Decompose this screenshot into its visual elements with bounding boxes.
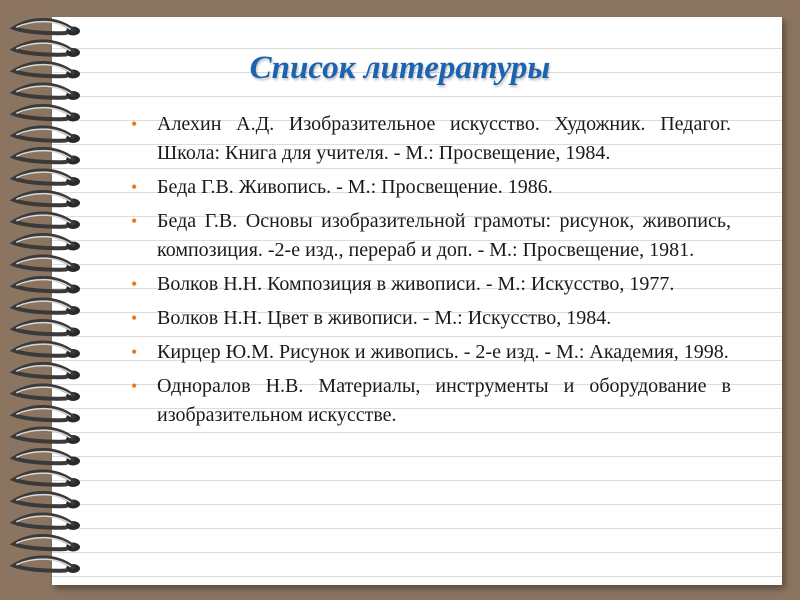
bullet-icon: • (131, 114, 138, 134)
spiral-ring (14, 128, 80, 144)
list-item-text: Алехин А.Д. Изобразительное искусство. Художник. Педагог. Школа: Книга для учителя. - М.: Просвещение, 1984. (157, 113, 731, 164)
spiral-ring (14, 321, 80, 337)
spiral-ring (14, 472, 80, 488)
list-item-text: Кирцер Ю.М. Рисунок и живопись. - 2-е изд. - М.: Академия, 1998. (157, 341, 729, 363)
list-item (131, 372, 731, 430)
spiral-ring (14, 493, 80, 509)
slide-title: Список литературы (249, 50, 551, 86)
spiral-ring (14, 63, 80, 79)
spiral-ring (14, 149, 80, 165)
list-item (131, 173, 731, 202)
list-item-text: Волков Н.Н. Композиция в живописи. - М.: Искусство, 1977. (157, 273, 675, 295)
bullet-icon: • (131, 308, 138, 328)
spiral-ring (14, 214, 80, 230)
spiral-ring (14, 192, 80, 208)
spiral-ring (14, 386, 80, 402)
bullet-icon: • (131, 177, 138, 197)
bullet-icon: • (131, 342, 138, 362)
list-item (131, 110, 731, 168)
spiral-ring (14, 20, 80, 36)
spiral-ring (14, 85, 80, 101)
spiral-ring (14, 300, 80, 316)
list-item (131, 338, 731, 367)
spiral-ring (14, 429, 80, 445)
spiral-ring (14, 450, 80, 466)
bullet-icon: • (131, 274, 138, 294)
spiral-binding (0, 0, 100, 600)
list-item-text: Беда Г.В. Основы изобразительной грамоты: рисунок, живопись, композиция. -2-е изд., перераб и доп. - М.: Просвещение, 1981. (157, 210, 731, 261)
bullet-icon: • (131, 376, 138, 396)
list-item (131, 270, 731, 299)
list-item-text: Беда Г.В. Живопись. - М.: Просвещение. 1986. (157, 176, 553, 198)
spiral-ring (14, 257, 80, 273)
spiral-ring (14, 235, 80, 251)
spiral-ring (14, 407, 80, 423)
spiral-ring (14, 42, 80, 58)
list-item (131, 207, 731, 265)
spiral-ring (14, 558, 80, 574)
spiral-ring (14, 364, 80, 380)
spiral-ring (14, 106, 80, 122)
list-item-text: Одноралов Н.В. Материалы, инструменты и оборудование в изобразительном искусстве. (157, 375, 731, 426)
bibliography-list (131, 110, 731, 435)
spiral-ring (14, 343, 80, 359)
spiral-ring (14, 278, 80, 294)
spiral-ring (14, 515, 80, 531)
list-item-text: Волков Н.Н. Цвет в живописи. - М.: Искусство, 1984. (157, 307, 612, 329)
bullet-icon: • (131, 211, 138, 231)
spiral-ring (14, 536, 80, 552)
spiral-ring (14, 171, 80, 187)
list-item (131, 304, 731, 333)
